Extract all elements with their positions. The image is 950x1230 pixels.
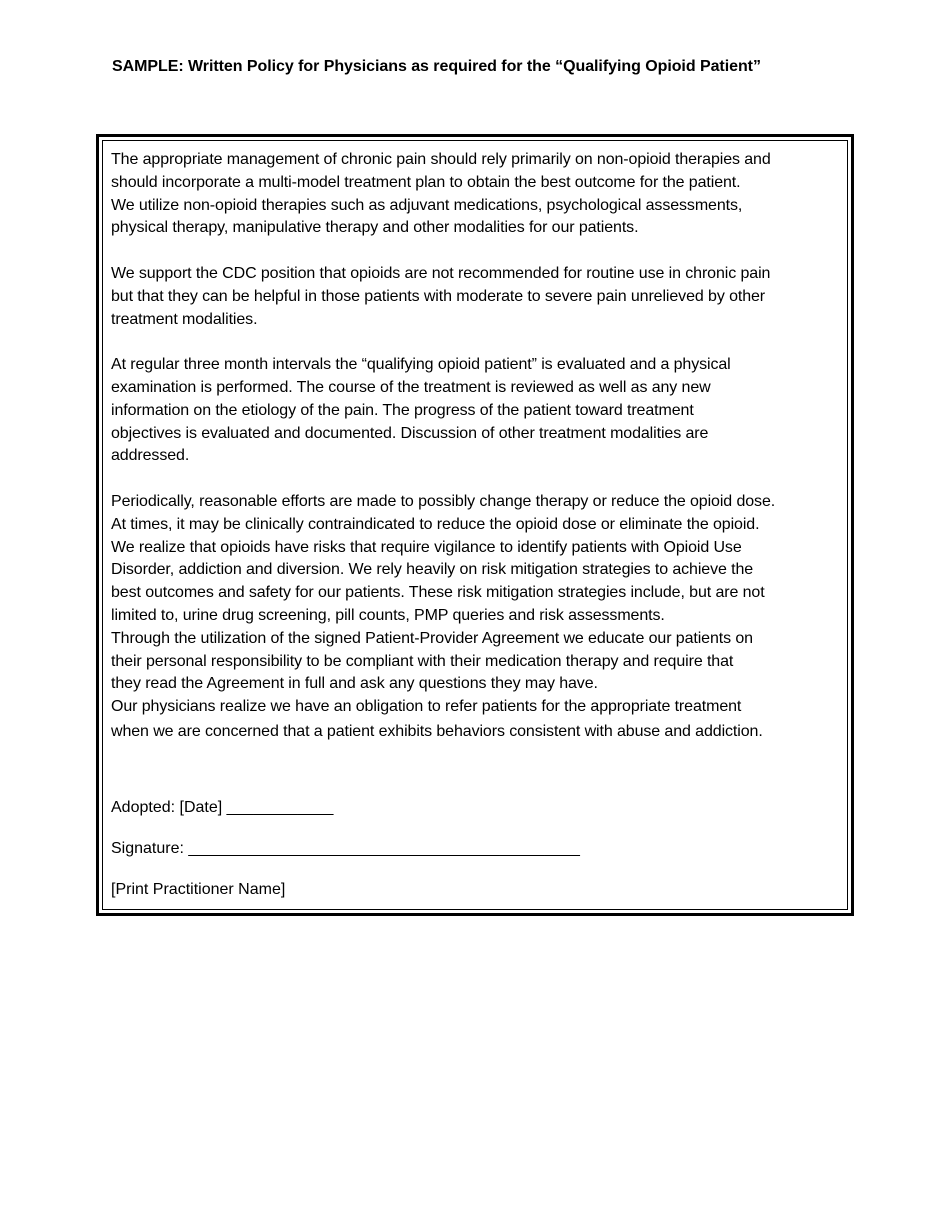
signature-block xyxy=(111,797,580,920)
text-line: they read the Agreement in full and ask any questions they may have. xyxy=(111,675,598,693)
policy-paragraph-risk-mitigation xyxy=(111,491,839,744)
text-line: should incorporate a multi-model treatment plan to obtain the best outcome for the patient. xyxy=(111,173,741,191)
text-line: examination is performed. The course of the treatment is reviewed as well as any new xyxy=(111,378,711,396)
text-line: Disorder, addiction and diversion. We rely heavily on risk mitigation strategies to achieve the xyxy=(111,561,754,579)
text-line: their personal responsibility to be compliant with their medication therapy and require that xyxy=(111,652,734,670)
policy-paragraph-cdc-position xyxy=(111,263,839,331)
policy-box-inner xyxy=(102,140,848,910)
text-line: Periodically, reasonable efforts are made to possibly change therapy or reduce the opioid dose. xyxy=(111,492,776,510)
text-line: when we are concerned that a patient exhibits behaviors consistent with abuse and addiction. xyxy=(111,722,763,740)
policy-box xyxy=(96,134,854,916)
text-line: addressed. xyxy=(111,447,190,465)
text-line: The appropriate management of chronic pain should rely primarily on non-opioid therapies and xyxy=(111,151,771,168)
text-line: We realize that opioids have risks that require vigilance to identify patients with Opioid Use xyxy=(111,538,742,556)
text-line: At regular three month intervals the “qualifying opioid patient” is evaluated and a physical xyxy=(111,356,731,374)
text-line: Our physicians realize we have an obligation to refer patients for the appropriate treatment xyxy=(111,698,742,716)
text-line: At times, it may be clinically contraindicated to reduce the opioid dose or eliminate the opioid. xyxy=(111,515,760,533)
adopted-date-field[interactable]: Adopted: [Date] ____________ xyxy=(111,799,334,816)
text-line: information on the etiology of the pain. The progress of the patient toward treatment xyxy=(111,401,694,419)
text-line: physical therapy, manipulative therapy and other modalities for our patients. xyxy=(111,219,639,237)
practitioner-name-field[interactable]: [Print Practitioner Name] xyxy=(111,881,286,898)
text-line: objectives is evaluated and documented. Discussion of other treatment modalities are xyxy=(111,424,709,442)
text-line: best outcomes and safety for our patients. These risk mitigation strategies include, but are not xyxy=(111,584,765,602)
text-line: but that they can be helpful in those patients with moderate to severe pain unrelieved by other xyxy=(111,287,766,305)
policy-paragraph-evaluation xyxy=(111,354,839,468)
text-line: Through the utilization of the signed Patient-Provider Agreement we educate our patients on xyxy=(111,629,753,647)
policy-paragraph-management xyxy=(111,149,839,240)
text-line: treatment modalities. xyxy=(111,310,258,328)
signature-field[interactable]: Signature: ____________________________________________ xyxy=(111,840,580,857)
text-line: limited to, urine drug screening, pill counts, PMP queries and risk assessments. xyxy=(111,606,665,624)
text-line: We utilize non-opioid therapies such as adjuvant medications, psychological assessments, xyxy=(111,196,743,214)
page-title: SAMPLE: Written Policy for Physicians as required for the “Qualifying Opioid Patient” xyxy=(112,58,761,75)
text-line: We support the CDC position that opioids are not recommended for routine use in chronic pain xyxy=(111,264,771,282)
